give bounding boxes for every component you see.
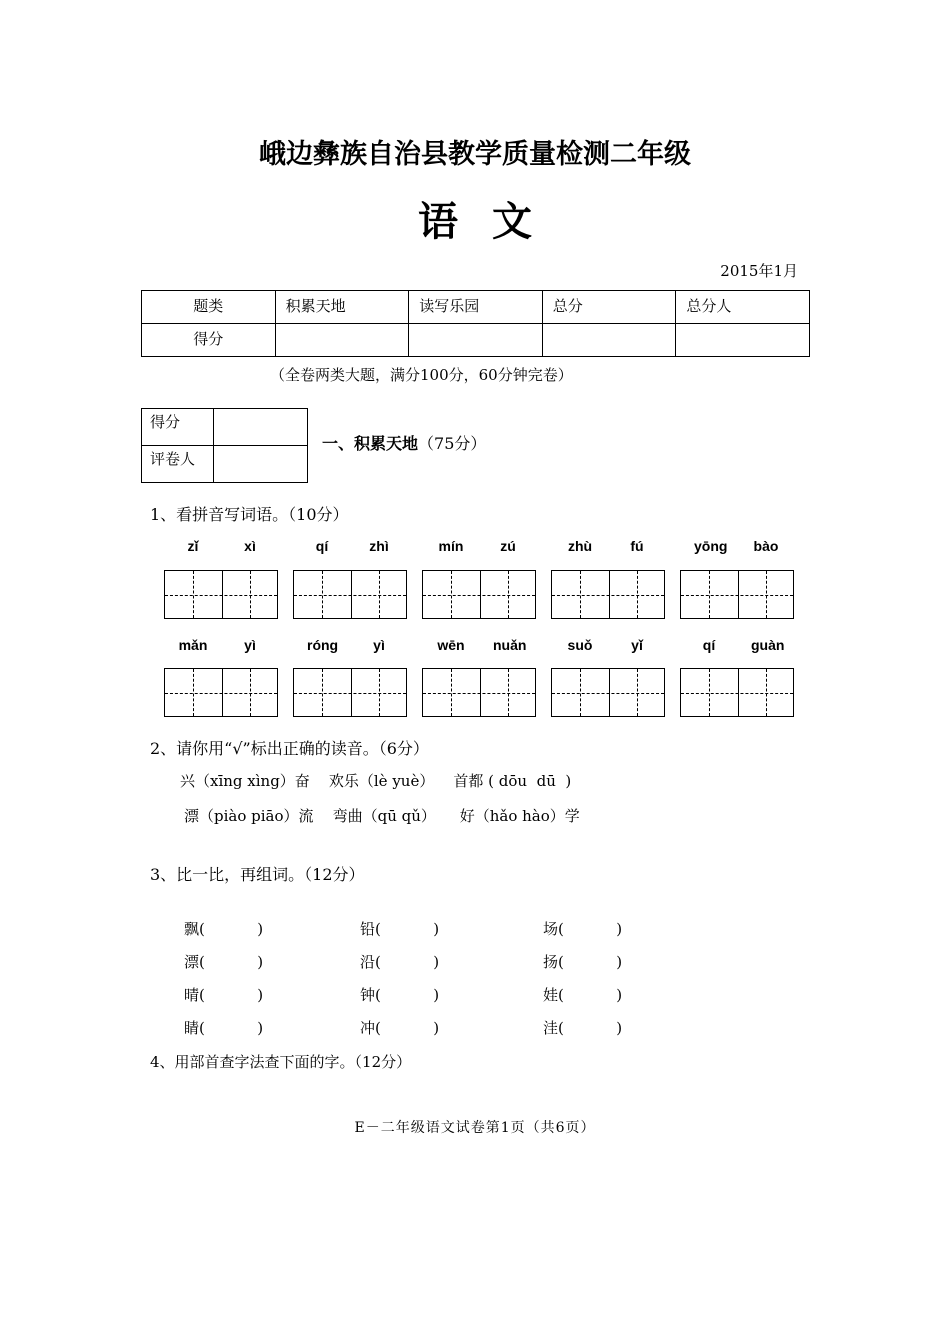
question-2-line[interactable]: 兴（xīng xìng）奋 欢乐（lè yuè） 首都 ( dōu dū ) bbox=[180, 772, 572, 790]
writing-box[interactable] bbox=[680, 668, 794, 717]
score-entry-cell[interactable] bbox=[676, 324, 810, 357]
word-entry[interactable]: 飘( ) bbox=[184, 920, 264, 938]
word-entry[interactable]: 扬( ) bbox=[543, 953, 623, 971]
grader-table bbox=[141, 408, 308, 483]
writing-box[interactable] bbox=[680, 570, 794, 619]
pinyin-label: qí bbox=[315, 538, 329, 554]
section-heading bbox=[322, 431, 486, 454]
grader-score-entry[interactable] bbox=[214, 409, 308, 446]
pinyin-label: yǐ bbox=[631, 637, 643, 653]
score-entry-cell[interactable] bbox=[409, 324, 543, 357]
page-footer: E－二年级语文试卷第1页（共6页） bbox=[354, 1120, 596, 1136]
pinyin-label: zú bbox=[500, 538, 516, 554]
pinyin-label: suǒ bbox=[567, 637, 593, 653]
writing-box[interactable] bbox=[293, 668, 407, 717]
grader-name-label: 评卷人 bbox=[142, 446, 214, 483]
pinyin-label: yì bbox=[373, 637, 385, 653]
score-table bbox=[141, 290, 810, 357]
word-entry[interactable]: 娃( ) bbox=[543, 986, 623, 1004]
score-entry-cell[interactable] bbox=[542, 324, 676, 357]
writing-box[interactable] bbox=[551, 570, 665, 619]
writing-box[interactable] bbox=[164, 668, 278, 717]
question-3-title: 3、比一比，再组词。（12分） bbox=[150, 865, 365, 884]
score-entry-cell[interactable] bbox=[275, 324, 409, 357]
word-entry[interactable]: 晴( ) bbox=[184, 986, 264, 1004]
exam-date: 2015年1月 bbox=[720, 262, 798, 280]
pinyin-label: guàn bbox=[751, 637, 785, 653]
pinyin-label: róng bbox=[307, 637, 339, 653]
pinyin-label: wēn bbox=[437, 637, 465, 653]
exam-subject: 语文 bbox=[418, 199, 566, 245]
question-4-title: 4、用部首查字法查下面的字。（12分） bbox=[150, 1053, 412, 1071]
score-table-header-row bbox=[142, 291, 810, 324]
word-entry[interactable]: 场( ) bbox=[543, 920, 623, 938]
pinyin-label: zǐ bbox=[187, 538, 199, 554]
writing-box[interactable] bbox=[422, 570, 536, 619]
pinyin-label: zhì bbox=[369, 538, 389, 554]
word-entry[interactable]: 漂( ) bbox=[184, 953, 264, 971]
word-entry[interactable]: 洼( ) bbox=[543, 1019, 623, 1037]
writing-box[interactable] bbox=[293, 570, 407, 619]
exam-title: 峨边彝族自治县教学质量检测二年级 bbox=[259, 139, 691, 170]
pinyin-label: mín bbox=[438, 538, 464, 554]
word-entry[interactable]: 睛( ) bbox=[184, 1019, 264, 1037]
score-table-cell: 总分人 bbox=[676, 291, 810, 324]
pinyin-label: zhù bbox=[567, 538, 593, 554]
score-table-score-row bbox=[142, 324, 810, 357]
writing-box[interactable] bbox=[164, 570, 278, 619]
pinyin-label: nuǎn bbox=[493, 637, 527, 653]
word-entry[interactable]: 钟( ) bbox=[360, 986, 440, 1004]
pinyin-label: xì bbox=[244, 538, 256, 554]
pinyin-label: yōng bbox=[694, 538, 728, 554]
word-entry[interactable]: 铅( ) bbox=[360, 920, 440, 938]
score-table-cell: 读写乐园 bbox=[409, 291, 543, 324]
section-points: （75分） bbox=[418, 434, 487, 453]
word-entry[interactable]: 冲( ) bbox=[360, 1019, 440, 1037]
score-table-cell: 积累天地 bbox=[275, 291, 409, 324]
pinyin-label: bào bbox=[753, 538, 779, 554]
writing-box[interactable] bbox=[422, 668, 536, 717]
pinyin-label: yì bbox=[244, 637, 256, 653]
question-2-title: 2、请你用“√”标出正确的读音。（6分） bbox=[150, 739, 429, 758]
word-entry[interactable]: 沿( ) bbox=[360, 953, 440, 971]
grader-score-label: 得分 bbox=[142, 409, 214, 446]
score-table-cell: 题类 bbox=[142, 291, 276, 324]
question-2-line[interactable]: 漂（piào piāo）流 弯曲（qū qǔ） 好（hǎo hào）学 bbox=[184, 807, 580, 825]
pinyin-label: mǎn bbox=[178, 637, 208, 653]
question-1-title: 1、看拼音写词语。（10分） bbox=[150, 505, 349, 524]
grader-name-entry[interactable] bbox=[214, 446, 308, 483]
pinyin-label: fú bbox=[630, 538, 644, 554]
score-table-cell: 总分 bbox=[542, 291, 676, 324]
section-title: 一、积累天地 bbox=[322, 434, 419, 453]
score-table-cell: 得分 bbox=[142, 324, 276, 357]
pinyin-label: qí bbox=[702, 637, 716, 653]
exam-note: （全卷两类大题，满分100分，60分钟完卷） bbox=[270, 366, 573, 384]
writing-box[interactable] bbox=[551, 668, 665, 717]
